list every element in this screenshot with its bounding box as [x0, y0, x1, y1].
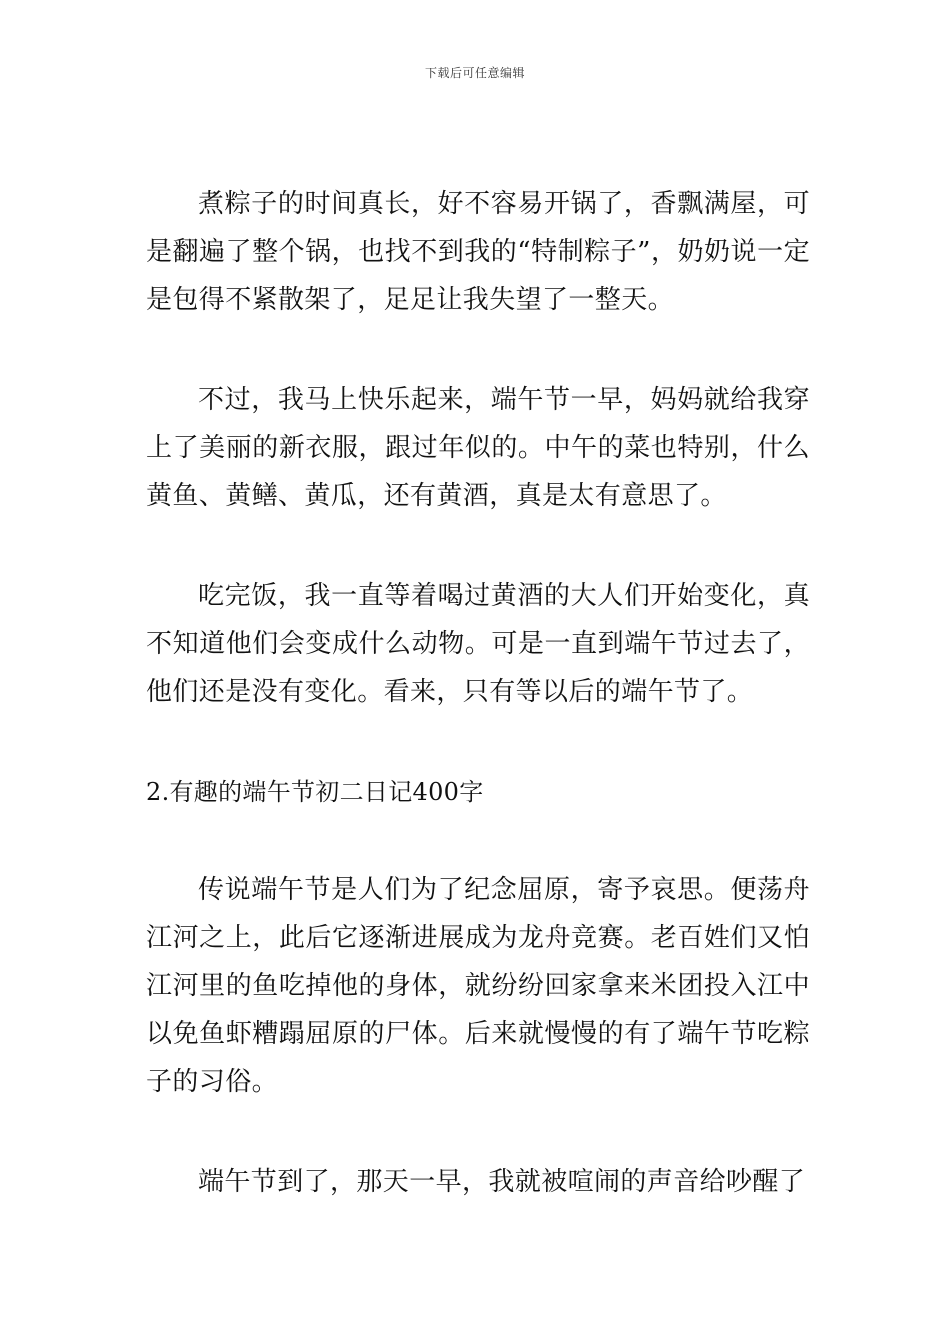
document-body	[146, 180, 810, 1258]
paragraph-5: 端午节到了，那天一早，我就被喧闹的声音给吵醒了	[198, 1167, 806, 1197]
paragraph-1: 煮粽子的时间真长，好不容易开锅了，香飘满屋，可是翻遍了整个锅，也找不到我的“特制粽子”，奶奶说一定是包得不紧散架了，足足让我失望了一整天。	[146, 189, 810, 315]
paragraph-2: 不过，我马上快乐起来，端午节一早，妈妈就给我穿上了美丽的新衣服，跟过年似的。中午的菜也特别，什么黄鱼、黄鳝、黄瓜，还有黄酒，真是太有意思了。	[146, 385, 810, 511]
paragraph-4: 传说端午节是人们为了纪念屈原，寄予哀思。便荡舟江河之上，此后它逐渐进展成为龙舟竞赛。老百姓们又怕江河里的鱼吃掉他的身体，就纷纷回家拿来米团投入江中以免鱼虾糟蹋屈原的尸体。后来就慢慢的有了端午节吃粽子的习俗。	[146, 875, 810, 1097]
section-heading: 2.有趣的端午节初二日记400字	[146, 778, 484, 806]
page-header: 下载后可任意编辑	[424, 66, 525, 80]
paragraph-3: 吃完饭，我一直等着喝过黄酒的大人们开始变化，真不知道他们会变成什么动物。可是一直到端午节过去了，他们还是没有变化。看来，只有等以后的端午节了。	[146, 581, 810, 707]
